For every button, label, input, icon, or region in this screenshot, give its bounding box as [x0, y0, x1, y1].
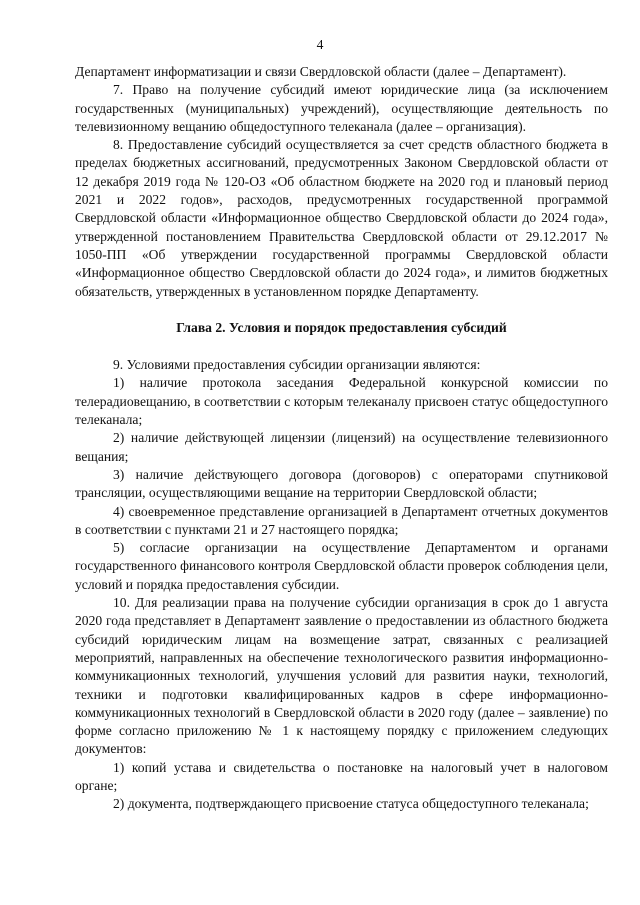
- list-item: 2) наличие действующей лицензии (лицензий) на осуществление телевизионного вещания;: [75, 430, 608, 464]
- paragraph-9-intro: 9. Условиями предоставления субсидии организации являются:: [113, 357, 481, 373]
- document-body: [75, 63, 608, 814]
- page-number: 4: [316, 37, 324, 52]
- list-item: 2) документа, подтверждающего присвоение статуса общедоступного телеканала;: [113, 796, 589, 812]
- paragraph-8: 8. Предоставление субсидий осуществляется за счет средств областного бюджета в пределах бюджетных ассигнований, предусмотренных Законом Свердловской области от 12 декабря 2019 года № 120-ОЗ «Об областном бюджете на 2020 год и плановый период 2021 и 2022 годов», расходов, предусмотренных государственной программой Свердловской области «Информационное общество Свердловской области до 2024 года», утвержденной постановлением Правительства Свердловской области от 29.12.2017 № 1050-ПП «Об утверждении государственной программы Свердловской области «Информационное общество Свердловской области до 2024 года», и лимитов бюджетных обязательств, утвержденных в установленном порядке Департаменту.: [75, 137, 608, 299]
- list-item: 4) своевременное представление организацией в Департамент отчетных документов в соответствии с пунктами 21 и 27 настоящего порядка;: [75, 503, 608, 537]
- list-item: 3) наличие действующего договора (договоров) с операторами спутниковой трансляции, осуществляющими вещание на территории Свердловской области;: [75, 466, 608, 501]
- list-item: 1) копий устава и свидетельства о постановке на налоговый учет в налоговом органе;: [75, 759, 608, 793]
- paragraph-7: 7. Право на получение субсидий имеют юридические лица (за исключением государственных (муниципальных) учреждений), осуществляющие деятельность по телевизионному вещанию общедоступного телеканала (далее – организация).: [75, 82, 608, 134]
- list-item: 5) согласие организации на осуществление Департаментом и органами государственного финансового контроля Свердловской области проверок соблюдения цели, условий и порядка предоставления субсидии.: [75, 540, 608, 592]
- paragraph-10-intro: 10. Для реализации права на получение субсидии организация в срок до 1 августа 2020 года представляет в Департамент заявление о предоставлении из областного бюджета субсидий юридическим лицам на возмещение затрат, связанных с реализацией мероприятий, направленных на обеспечение технологического развития информационно-коммуникационных технологий, улучшения условий для развития науки, технологий, техники и подготовки квалифицированных кадров в сфере информационно-коммуникационных технологий в Свердловской области в 2020 году (далее – заявление) по форме согласно приложению № 1 к настоящему порядку с приложением следующих документов:: [75, 595, 608, 757]
- chapter-heading: Глава 2. Условия и порядок предоставления субсидий: [176, 319, 507, 335]
- paragraph-continuation: Департамент информатизации и связи Свердловской области (далее – Департамент).: [75, 64, 567, 79]
- list-item: 1) наличие протокола заседания Федеральной конкурсной комиссии по телерадиовещанию, в соответствии с которым телеканалу присвоен статус общедоступного телеканала;: [75, 375, 608, 428]
